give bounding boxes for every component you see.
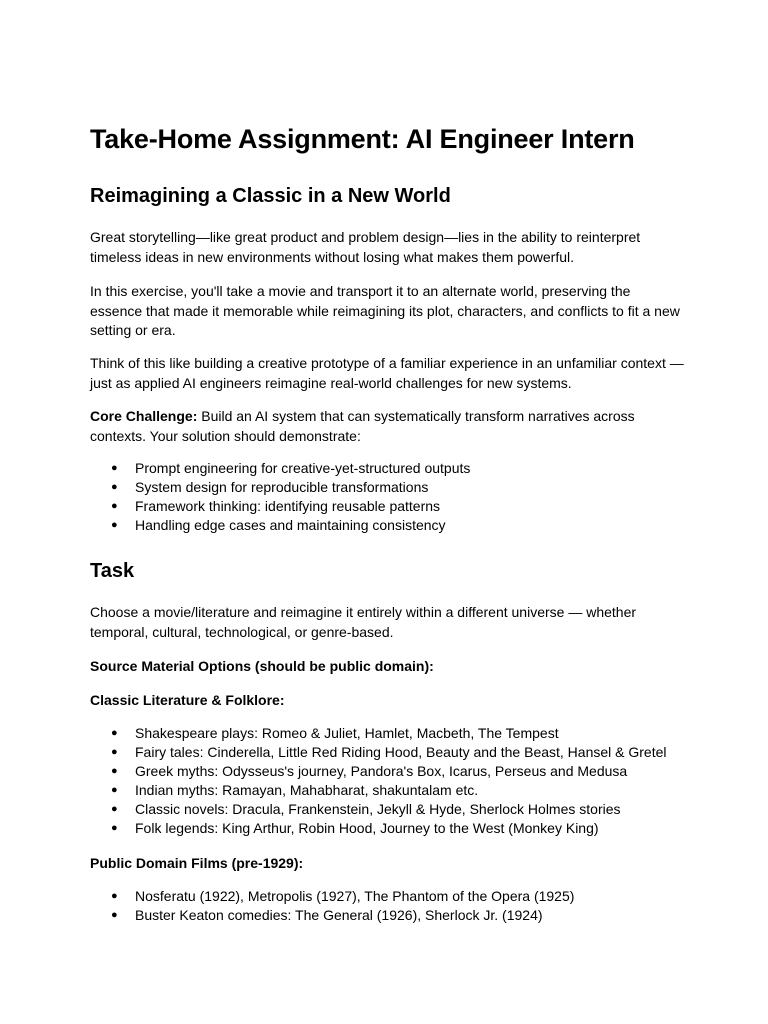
intro-paragraph: Think of this like building a creative prototype of a familiar experience in an unfamiliar context — just as applied AI engineers reimagine real-world challenges for new systems. bbox=[90, 355, 684, 391]
intro-paragraph: In this exercise, you'll take a movie and transport it to an alternate world, preserving the essence that made it memorable while reimagining its plot, characters, and conflicts to fit a new setting or era. bbox=[90, 283, 680, 338]
public-domain-films-label: Public Domain Films (pre-1929): bbox=[90, 855, 304, 871]
classic-literature-label: Classic Literature & Folklore: bbox=[90, 692, 285, 708]
list-item: ● Handling edge cases and maintaining consistency bbox=[90, 516, 470, 535]
source-options-label: Source Material Options (should be public domain): bbox=[90, 658, 434, 674]
classic-literature-list bbox=[90, 724, 667, 838]
list-item: ● Prompt engineering for creative-yet-structured outputs bbox=[90, 459, 470, 478]
list-item: ● Buster Keaton comedies: The General (1926), Sherlock Jr. (1924) bbox=[90, 906, 574, 925]
list-item: ● Folk legends: King Arthur, Robin Hood, Journey to the West (Monkey King) bbox=[90, 819, 667, 838]
list-item: ● System design for reproducible transformations bbox=[90, 478, 470, 497]
list-item: ● Fairy tales: Cinderella, Little Red Riding Hood, Beauty and the Beast, Hansel & Gretel bbox=[90, 743, 667, 762]
public-domain-films-list bbox=[90, 887, 574, 925]
list-item: ● Greek myths: Odysseus's journey, Pandora's Box, Icarus, Perseus and Medusa bbox=[90, 762, 667, 781]
section-heading-reimagining: Reimagining a Classic in a New World bbox=[90, 185, 451, 207]
document-title: Take-Home Assignment: AI Engineer Intern bbox=[90, 124, 635, 154]
core-challenge-list bbox=[90, 459, 470, 535]
list-item: ● Framework thinking: identifying reusable patterns bbox=[90, 497, 470, 516]
task-paragraph: Choose a movie/literature and reimagine it entirely within a different universe — whether temporal, cultural, technological, or genre-based. bbox=[90, 604, 637, 640]
core-challenge-label: Core Challenge: bbox=[90, 408, 198, 424]
list-item: ● Indian myths: Ramayan, Mahabharat, shakuntalam etc. bbox=[90, 781, 667, 800]
list-item: ● Nosferatu (1922), Metropolis (1927), The Phantom of the Opera (1925) bbox=[90, 887, 574, 906]
core-challenge-paragraph bbox=[90, 407, 685, 446]
section-heading-task: Task bbox=[90, 560, 135, 582]
list-item: ● Shakespeare plays: Romeo & Juliet, Hamlet, Macbeth, The Tempest bbox=[90, 724, 667, 743]
core-challenge-text: Build an AI system that can systematically transform narratives across contexts. Your solution should demonstrate: bbox=[90, 408, 635, 444]
list-item: ● Classic novels: Dracula, Frankenstein, Jekyll & Hyde, Sherlock Holmes stories bbox=[90, 800, 667, 819]
intro-paragraph: Great storytelling—like great product and problem design—lies in the ability to reinterpret timeless ideas in new environments without losing what makes them powerful. bbox=[90, 229, 641, 265]
